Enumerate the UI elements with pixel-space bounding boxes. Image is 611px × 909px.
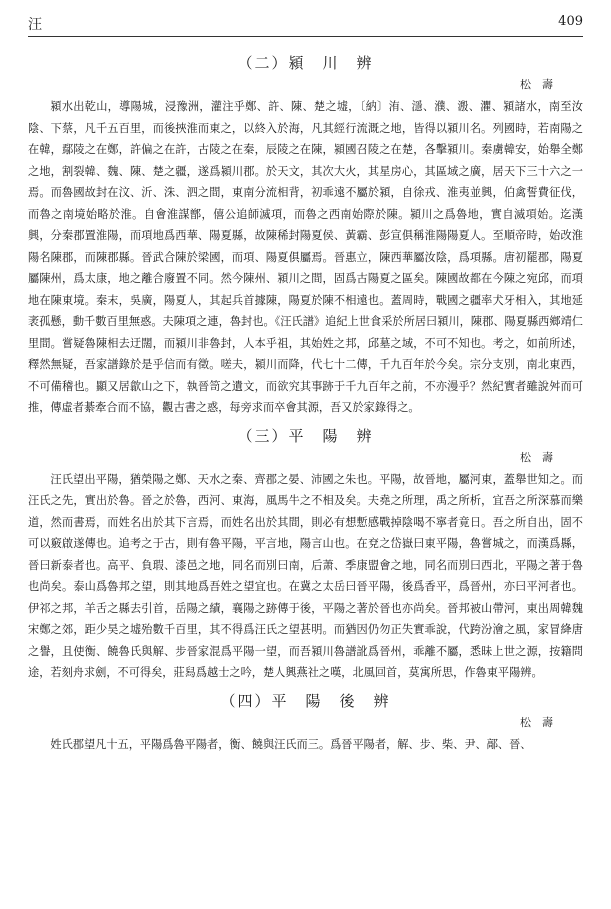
page-number: 409 xyxy=(558,14,583,29)
section-title: （四）平 陽 後 辨 xyxy=(220,691,391,710)
section-title: （二）潁 川 辨 xyxy=(237,54,374,72)
section-author: 松 壽 xyxy=(520,450,553,464)
section-paragraph: 姓氏郡望凡十五，平陽爲魯平陽者，衡、饒與汪氏而三。爲晉平陽者，解、步、柴、尹、鄗、晉、 xyxy=(50,737,532,751)
section-paragraph: 潁水出乾山，導陽城，浸豫洲，灌注乎鄭、許、陳、楚之墟，〔納〕洧、濦、濮、溵、灈、潁諸水，南至汝陰、下蔡，凡千五百里，而後挾淮而東之，以終入於海，凡其經行流溉之地，皆得以潁川名。列國時，若南陽之在韓，鄢陵之在鄭，許偏之在許，古陵之在秦，辰陵之在陳，潁國召陵之在楚，各擊潁川。秦虜韓安，始舉全鄭之地，割裂韓、魏、陳、楚之疆，遂爲潁川郡。於天文，其次大火，其星房心，其區域之廣，居天下三十六之一焉。而魯國故封在汶、沂、洙、泗之間，東南分流相背，初乖遠不屬於潁，自徐戎、淮夷並興，伯禽誓費征伐，而魯之南境始略於淮。自會淮謀鄫，僖公追師滅項，而魯之西南始際於陳。潁川之爲魯地，實自滅項始。迄漢興，分秦郡置淮陽，而項地爲西華、陽夏縣，故陳稀封陽夏侯、黃霸、彭宣俱稱淮陽陽夏人。至順帝時，始改淮陽名陳郡，而陳郡縣。晉武合陳於梁國，而項、陽夏俱屬焉。晉惠立，陳西華屬汝陰，爲項縣。唐初罷郡，陽夏屬陳州，爲太康，地之離合廢置不同。然今陳州、潁川之間，固爲古陽夏之區矣。陳國故都在今陳之宛邱，而項地在陳東境。秦末，吳廣，陽夏人，其起兵首據陳，陽夏於陳不相遠也。蓋周時，戰國之疆率犬牙相入，其地延袤孤懸，動千數百里無惑。夫陳項之連，魯封也。《汪氏譜》追紀上世食采於所居曰潁川，陳郡、陽夏縣西鄉靖仁里間。嘗疑魯陳相去迂闊，而潁川非魯封，人本乎祖，其始姓之邦，邱墓之域，不可不知也。考之，如前所述，釋然無疑，吾家譜錄於是乎信而有徵。嗟夫，潁川而降，代七十二傳，千九百年於今矣。宗分支別，南北東西，不可備稽也。顯又居歙山之下，執晉笥之遺文，而欲究其事跡于千九百年之前，不亦漫乎？然紀實者雖說舛而可推，傳虛者綦牽合而不協，觀古書之惑，每旁求而卒會其源，吾又於家錄得之。 xyxy=(28,100,583,414)
header-surname: 汪 xyxy=(28,17,42,33)
section-author: 松 壽 xyxy=(520,715,553,729)
section-author: 松 壽 xyxy=(520,78,553,91)
section-title: （三）平 陽 辨 xyxy=(237,426,374,445)
section-pingyang xyxy=(28,425,583,684)
page-body xyxy=(28,46,583,755)
section-yingchuan xyxy=(28,52,583,419)
running-header xyxy=(28,14,583,36)
section-paragraph: 汪氏望出平陽，猶榮陽之鄭、天水之秦、齊郡之晏、沛國之朱也。平陽，故晉地，屬河東，蓋舉世知之。而汪氏之先，實出於魯。晉之於魯，西河、東海，風馬牛之不相及矣。夫堯之所理，禹之所析，宜吾之所深慕而樂道，然而書焉，而姓名出於其下言焉，而姓名出於其間，則必有想慙感戰掉陰喝不寧者竟日。吾之所自出，固不可以竅啟遂傳也。追考之于古，則有魯平陽，平言地，陽言山也。在兗之岱嶽曰東平陽，魯嘗城之，而漢爲縣，晉曰新泰者也。高平、負瑕、漆邑之地，同名而別曰南，后萧、季康盟會之地，同名而別曰西北，平陽之著于魯也尚矣。泰山爲魯邦之望，則其地爲吾姓之望宜也。在冀之太岳曰晉平陽，後爲香平，爲晉州，亦曰平河者也。伊祁之邦，羊舌之縣去引首，岳陽之績，襄陽之跡傳于後，平陽之著於晉也亦尚矣。晉邦被山帶河，東出周韓魏宋鄭之郊，距少昊之墟殆數千百里，其不得爲汪氏之望甚明。而猶因仍勿正失實乖說，代跨汾澮之風，家冒絳唐之譽，且使衡、饒魯氏與解、步晉家混爲平陽一望，而吾潁川魯譜訛爲晉州，乖離不屬，悉昧上世之源，按籍問途，若刻舟求劍，不可得矣，莊舄爲越士之吟，楚人興燕社之嘆，北風回首，莫寓所思，作魯東平陽辨。 xyxy=(28,472,583,679)
section-pingyang-later xyxy=(28,690,583,756)
header-rule xyxy=(28,36,583,37)
